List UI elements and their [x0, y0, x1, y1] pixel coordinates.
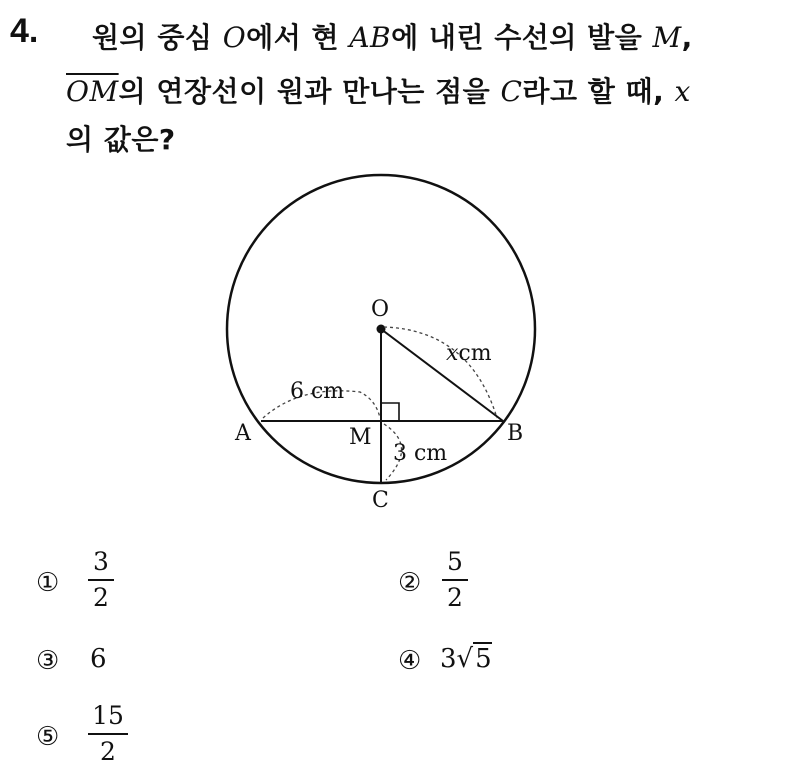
math-x: x [674, 75, 691, 108]
choice-5-marker[interactable]: ⑤ [36, 722, 60, 752]
radicand: 5 [475, 644, 492, 674]
math-O: O [222, 21, 247, 54]
choice-3-value[interactable]: 6 [90, 644, 107, 674]
choice-5-fraction[interactable] [88, 700, 128, 768]
numerator: 3 [93, 547, 109, 576]
question-line-3: 의 값은? [66, 123, 176, 156]
math-AB: AB [349, 21, 392, 54]
question-number: 4. [10, 12, 39, 50]
label-c: C [372, 488, 389, 513]
label-am-length: 6 cm [290, 379, 345, 404]
center-dot [377, 325, 386, 334]
text-segment: 에 내린 수선의 발을 [391, 21, 653, 54]
choice-4-marker[interactable]: ④ [398, 646, 422, 676]
choice-2-fraction[interactable] [442, 546, 468, 614]
text-segment: 라고 할 때, [522, 75, 675, 108]
label-b: B [507, 421, 524, 446]
numerator: 5 [447, 547, 463, 576]
label-m: M [349, 425, 372, 450]
denominator: 2 [447, 583, 463, 612]
fraction-bar [442, 579, 468, 581]
choice-1-fraction[interactable] [88, 546, 114, 614]
label-o: O [371, 297, 390, 322]
choice-4-value[interactable] [440, 644, 492, 674]
math-C: C [500, 75, 523, 108]
math-M: M [652, 21, 682, 54]
text-segment: 원의 중심 [92, 21, 223, 54]
label-ob-unit: cm [458, 341, 492, 366]
denominator: 2 [100, 737, 116, 766]
label-ob-var: x [446, 341, 459, 366]
text-segment: 의 연장선이 원과 만나는 점을 [118, 75, 501, 108]
math-OM-overline: $\overline{OM}$ [66, 75, 119, 108]
label-a: A [235, 421, 251, 446]
numerator: 15 [92, 701, 124, 730]
choice-2-marker[interactable]: ② [398, 568, 422, 598]
label-mc-length: 3 cm [393, 441, 448, 466]
choice-3-marker[interactable]: ③ [36, 646, 60, 676]
fraction-bar [88, 579, 114, 581]
right-angle-mark [381, 403, 399, 421]
choice-1-marker[interactable]: ① [36, 568, 60, 598]
text-segment: 에서 현 [246, 21, 350, 54]
label-ob-length [446, 341, 492, 366]
text-segment: , [681, 21, 693, 54]
coefficient: 3 [440, 644, 457, 674]
fraction-bar [88, 733, 128, 735]
sqrt-symbol: √ [456, 644, 474, 674]
denominator: 2 [93, 583, 109, 612]
